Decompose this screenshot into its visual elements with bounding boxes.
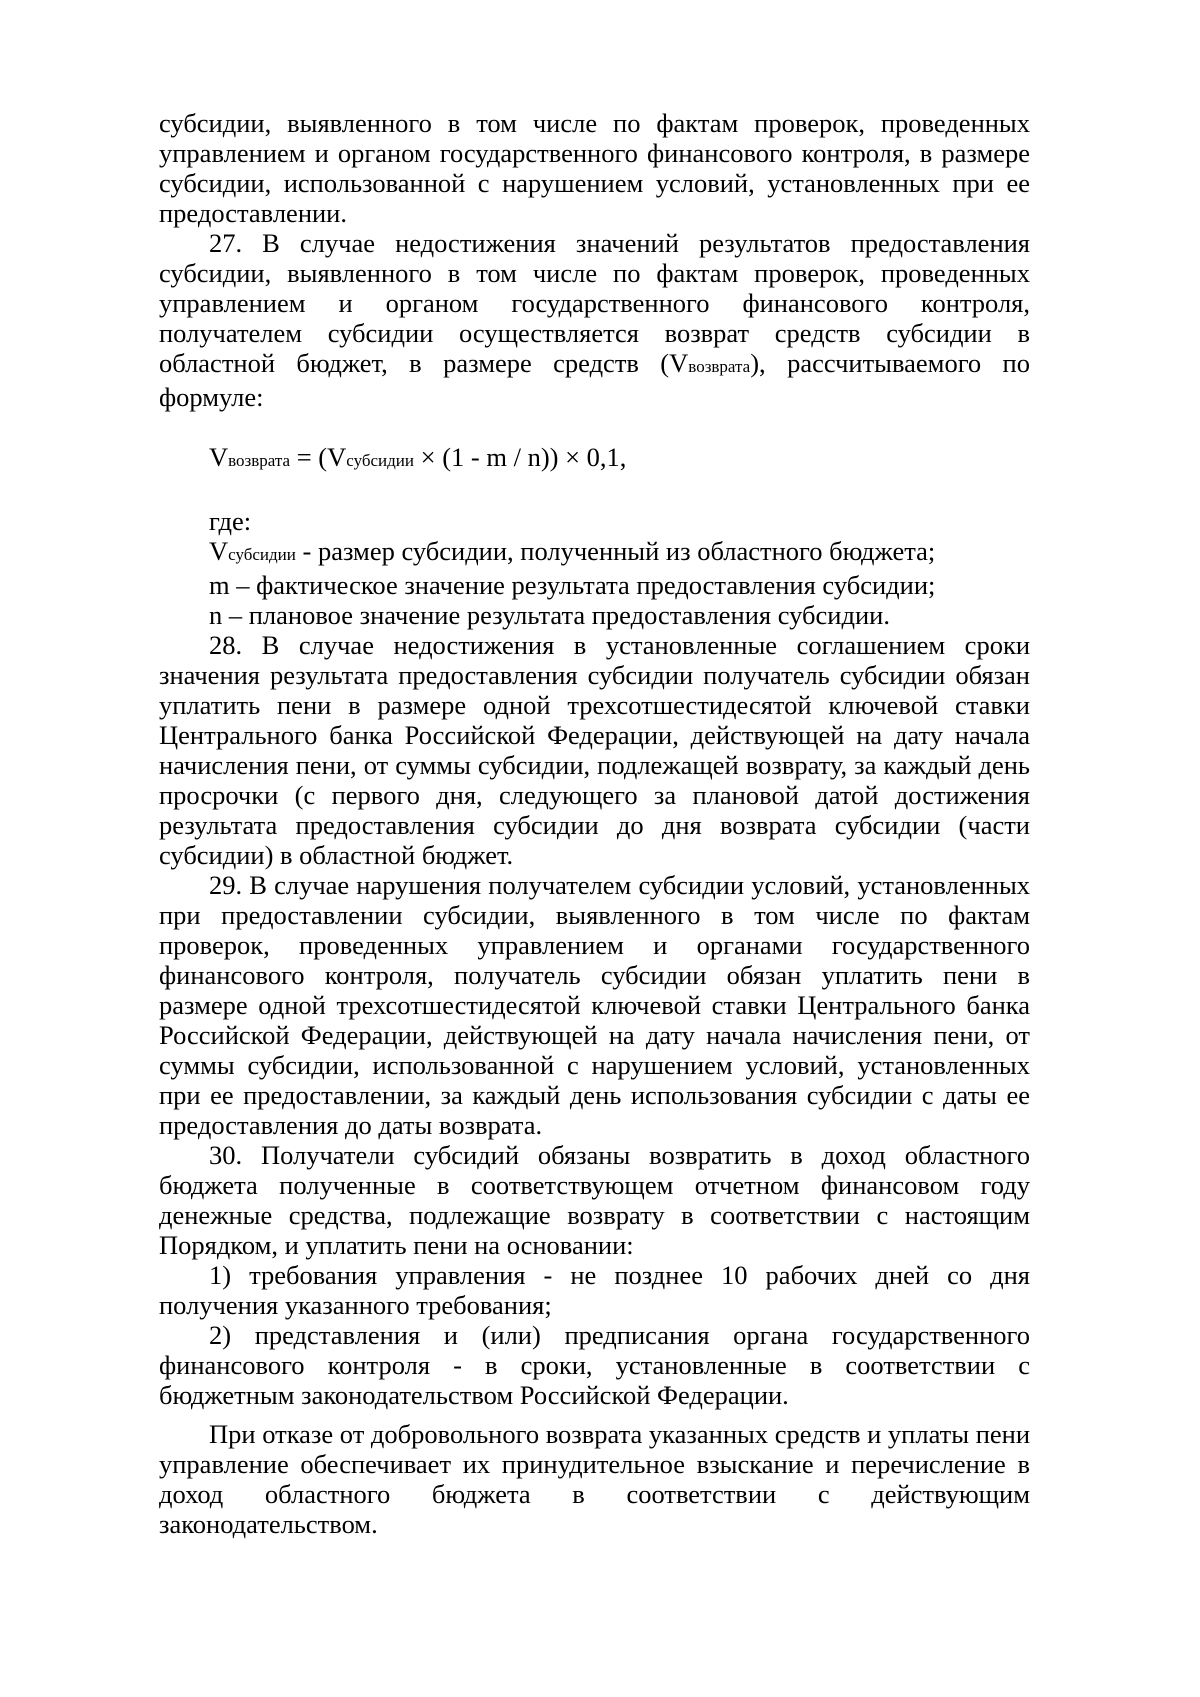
paragraph-continuation: субсидии, выявленного в том числе по фактам проверок, проведенных управлением и органом государственного финансового контроля, в размере субсидии, использованной с нарушением условий, установленных при ее предоставлении. [159, 108, 1030, 228]
formula-lhs-subscript: возврата [228, 451, 291, 470]
formula-rest: × (1 - m / n)) × 0,1, [414, 442, 627, 472]
where-label: где: [209, 506, 252, 536]
definition-v: V [209, 536, 229, 566]
paragraph-27-text-a: 27. В случае недостижения значений результатов предоставления субсидии, выявленного в том числе по фактам проверок, проведенных управлением и органом государственного финансового контроля, получателем субсидии осуществляется возврат средств субсидии в областной бюджет, в размере средств (V [159, 228, 1030, 378]
document-page [159, 108, 1030, 1539]
paragraph-final: При отказе от добровольного возврата указанных средств и уплаты пени управление обеспечивает их принудительное взыскание и перечисление в доход областного бюджета в соответствии с действующим законодательством. [159, 1419, 1030, 1539]
formula [159, 442, 1030, 476]
definition-m: m – фактическое значение результата предоставления субсидии; [209, 570, 936, 600]
subscript-vozvrata: возврата [688, 357, 751, 376]
definition-n: n – плановое значение результата предоставления субсидии. [209, 600, 890, 630]
formula-eq: = (V [290, 442, 347, 472]
paragraph-30: 30. Получатели субсидий обязаны возвратить в доход областного бюджета полученные в соответствующем отчетном финансовом году денежные средства, подлежащие возврату в соответствии с настоящим Порядком, и уплатить пени на основании: [159, 1140, 1030, 1260]
definition-v-subsidii [159, 536, 1030, 570]
definition-v-text: - размер субсидии, полученный из областного бюджета; [295, 536, 936, 566]
paragraph-30-item-1: 1) требования управления - не позднее 10 рабочих дней со дня получения указанного требования; [159, 1260, 1030, 1320]
paragraph-29: 29. В случае нарушения получателем субсидии условий, установленных при предоставлении субсидии, выявленного в том числе по фактам проверок, проведенных управлением и органами государственного финансового контроля, получатель субсидии обязан уплатить пени в размере одной трехсотшестидесятой ключевой ставки Центрального банка Российской Федерации, действующей на дату начала начисления пени, от суммы субсидии, использованной с нарушением условий, установленных при ее предоставлении, за каждый день использования субсидии с даты ее предоставления до даты возврата. [159, 870, 1030, 1140]
paragraph-27 [159, 228, 1030, 412]
paragraph-28: 28. В случае недостижения в установленные соглашением сроки значения результата предоставления субсидии получатель субсидии обязан уплатить пени в размере одной трехсотшестидесятой ключевой ставки Центрального банка Российской Федерации, действующей на дату начала начисления пени, от суммы субсидии, подлежащей возврату, за каждый день просрочки (с первого дня, следующего за плановой датой достижения результата предоставления субсидии до дня возврата субсидии (части субсидии) в областной бюджет. [159, 630, 1030, 870]
paragraph-30-item-2: 2) представления и (или) предписания органа государственного финансового контроля - в сроки, установленные в соответствии с бюджетным законодательством Российской Федерации. [159, 1320, 1030, 1410]
paragraph-27-text-b: ), рассчитываемого по формуле: [159, 348, 1030, 412]
definition-v-subscript: субсидии [228, 545, 296, 564]
formula-rhs-subscript: субсидии [346, 451, 414, 470]
formula-lhs-v: V [209, 442, 229, 472]
